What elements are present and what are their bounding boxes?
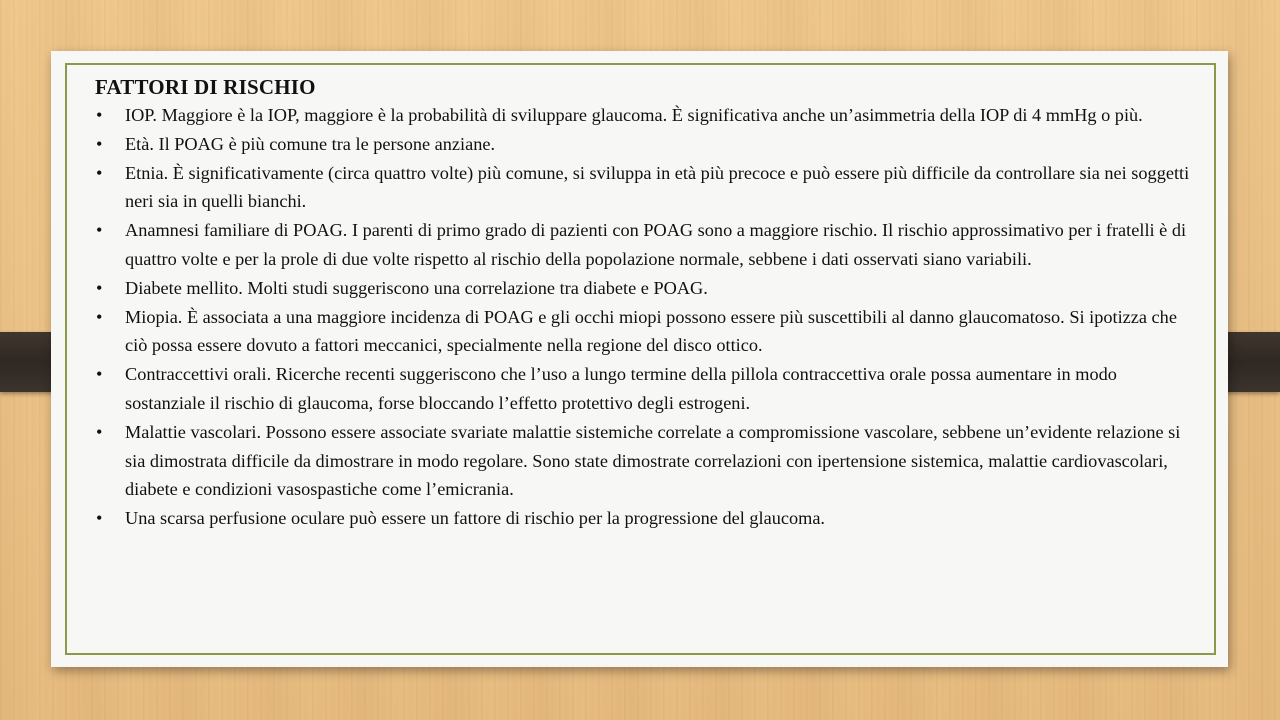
slide-content <box>95 73 1195 533</box>
slide-title: FATTORI DI RISCHIO <box>95 75 316 99</box>
bullet-item-eta: • Età. Il POAG è più comune tra le persone anziane. <box>95 130 1195 159</box>
bullet-item-etnia: • Etnia. È significativamente (circa quattro volte) più comune, si sviluppa in età più precoce e può essere più difficile da controllare sia nei soggetti neri sia in quelli bianchi. <box>95 159 1195 217</box>
bullet-item-perfusione: • Una scarsa perfusione oculare può essere un fattore di rischio per la progressione del glaucoma. <box>95 504 1195 533</box>
bullet-list <box>95 101 1195 533</box>
bullet-item-malattie-vascolari: • Malattie vascolari. Possono essere associate svariate malattie sistemiche correlate a compromissione vascolare, sebbene un’evidente relazione si sia dimostrata difficile da dimostrare in modo regolare. Sono state dimostrate correlazioni con ipertensione sistemica, malattie cardiovascolari, diabete e condizioni vasospastiche come l’emicrania. <box>95 418 1195 504</box>
bullet-item-diabete: • Diabete mellito. Molti studi suggeriscono una correlazione tra diabete e POAG. <box>95 274 1195 303</box>
bullet-item-anamnesi: • Anamnesi familiare di POAG. I parenti di primo grado di pazienti con POAG sono a maggiore rischio. Il rischio approssimativo per i fratelli è di quattro volte e per la prole di due volte rispetto al rischio della popolazione normale, sebbene i dati osservati siano variabili. <box>95 216 1195 274</box>
bullet-item-contraccettivi: • Contraccettivi orali. Ricerche recenti suggeriscono che l’uso a lungo termine della pillola contraccettiva orale possa aumentare in modo sostanziale il rischio di glaucoma, forse bloccando l’effetto protettivo degli estrogeni. <box>95 360 1195 418</box>
bullet-item-iop: • IOP. Maggiore è la IOP, maggiore è la probabilità di sviluppare glaucoma. È significativa anche un’asimmetria della IOP di 4 mmHg o più. <box>95 101 1195 130</box>
bullet-item-miopia: • Miopia. È associata a una maggiore incidenza di POAG e gli occhi miopi possono essere più suscettibili al danno glaucomatoso. Si ipotizza che ciò possa essere dovuto a fattori meccanici, specialmente nella regione del disco ottico. <box>95 303 1195 361</box>
slide-card <box>51 51 1228 667</box>
